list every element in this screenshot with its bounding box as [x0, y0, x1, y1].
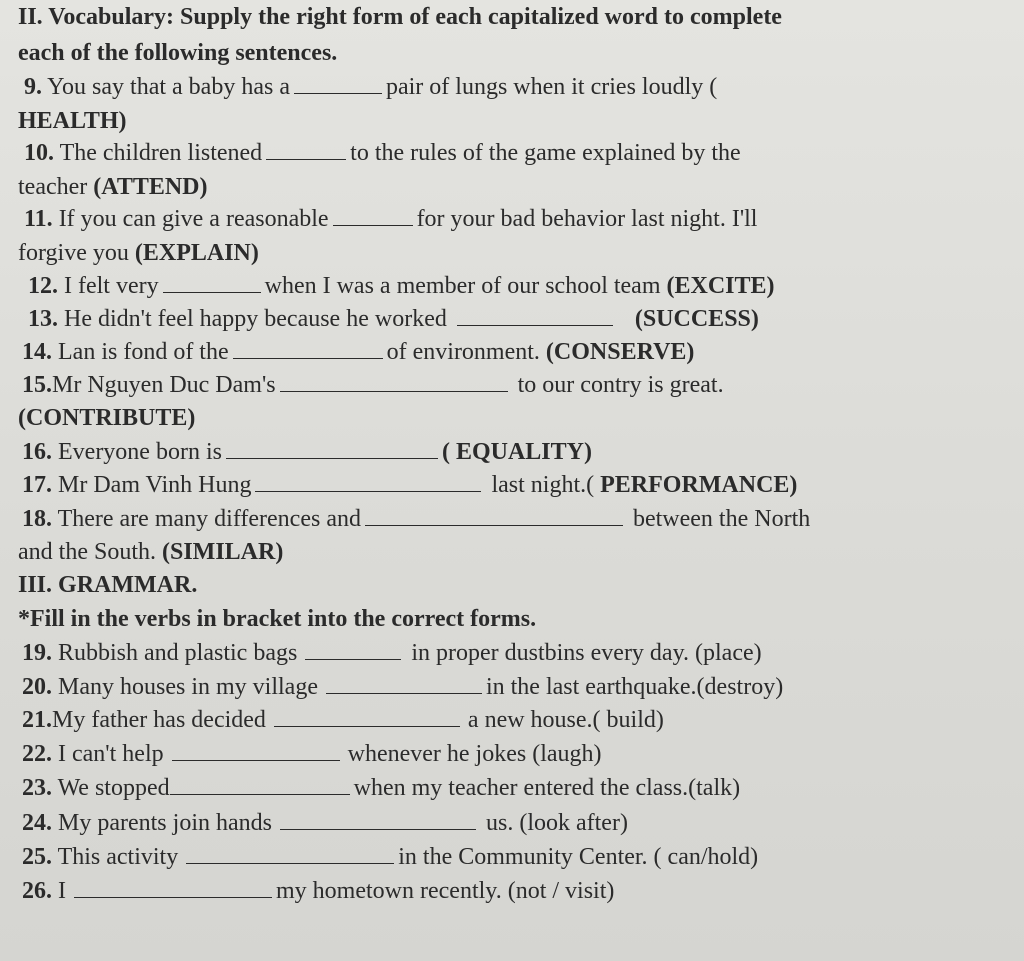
- question-16: 16. Everyone born is ( EQUALITY): [22, 439, 592, 465]
- question-18: 18. There are many differences and between the North: [22, 506, 811, 532]
- answer-blank-22[interactable]: [172, 742, 340, 761]
- answer-blank-16[interactable]: [226, 440, 438, 459]
- question-12: 12. I felt very when I was a member of our school team (EXCITE): [28, 273, 775, 299]
- question-23: 23. We stopped when my teacher entered the class.(talk): [22, 775, 741, 801]
- answer-blank-20[interactable]: [326, 675, 482, 694]
- question-11-cont: forgive you (EXPLAIN): [18, 240, 259, 266]
- answer-blank-25[interactable]: [186, 845, 394, 864]
- question-15-word: (CONTRIBUTE): [18, 405, 196, 431]
- question-19: 19. Rubbish and plastic bags in proper dustbins every day. (place): [22, 640, 762, 666]
- question-15: 15.Mr Nguyen Duc Dam's to our contry is great.: [22, 372, 724, 398]
- question-22: 22. I can't help whenever he jokes (laugh): [22, 741, 602, 767]
- section-3-heading: III. GRAMMAR.: [18, 572, 198, 598]
- question-13: 13. He didn't feel happy because he worked (SUCCESS): [28, 306, 759, 332]
- answer-blank-24[interactable]: [280, 811, 476, 830]
- answer-blank-9[interactable]: [294, 75, 382, 94]
- question-24: 24. My parents join hands us. (look after): [22, 810, 628, 836]
- question-9-word: HEALTH): [18, 108, 127, 134]
- answer-blank-15[interactable]: [280, 373, 508, 392]
- section-2-heading-line2: each of the following sentences.: [18, 40, 338, 66]
- question-10: 10. The children listened to the rules of the game explained by the: [24, 140, 741, 166]
- question-21: 21.My father has decided a new house.( build): [22, 707, 664, 733]
- question-11: 11. If you can give a reasonable for your bad behavior last night. I'll: [24, 206, 758, 232]
- answer-blank-21[interactable]: [274, 708, 460, 727]
- section-2-heading-line1: II. Vocabulary: Supply the right form of each capitalized word to complete: [18, 4, 782, 30]
- answer-blank-23[interactable]: [170, 776, 350, 795]
- question-17: 17. Mr Dam Vinh Hung last night.( PERFORMANCE): [22, 472, 798, 498]
- section-3-instruction: *Fill in the verbs in bracket into the correct forms.: [18, 606, 537, 632]
- answer-blank-18[interactable]: [365, 507, 623, 526]
- question-26: 26. I my hometown recently. (not / visit): [22, 878, 615, 904]
- answer-blank-14[interactable]: [233, 340, 383, 359]
- answer-blank-13[interactable]: [457, 307, 613, 326]
- question-20: 20. Many houses in my village in the last earthquake.(destroy): [22, 674, 784, 700]
- answer-blank-10[interactable]: [266, 141, 346, 160]
- answer-blank-11[interactable]: [333, 207, 413, 226]
- answer-blank-12[interactable]: [163, 274, 261, 293]
- question-10-cont: teacher (ATTEND): [18, 174, 208, 200]
- answer-blank-19[interactable]: [305, 641, 401, 660]
- question-9: 9. You say that a baby has a pair of lungs when it cries loudly (: [24, 74, 718, 100]
- question-18-cont: and the South. (SIMILAR): [18, 539, 284, 565]
- question-14: 14. Lan is fond of the of environment. (CONSERVE): [22, 339, 695, 365]
- question-25: 25. This activity in the Community Center. ( can/hold): [22, 844, 759, 870]
- answer-blank-17[interactable]: [255, 473, 481, 492]
- answer-blank-26[interactable]: [74, 879, 272, 898]
